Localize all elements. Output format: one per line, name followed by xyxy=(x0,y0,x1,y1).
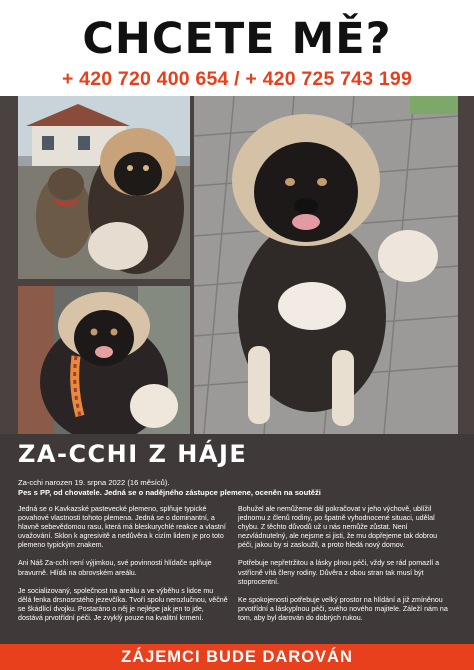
birth-info: Za-cchi narozen 19. srpna 2022 (16 měsíců). xyxy=(18,478,170,487)
paragraph: Potřebuje nepřetržitou a lásky plnou péči, vždy se rád pomazlí a vstřícně vítá členy rodiny. Důvěra z obou stran tak musí být stoprocentní. xyxy=(238,559,440,586)
dog-name-title: ZA-CCHI Z HÁJE xyxy=(18,440,248,468)
adoption-banner: ZÁJEMCI BUDE DAROVÁN xyxy=(0,644,474,670)
paragraph: Ani Náš Za-cchi není výjimkou, své povinnosti hlídače splňuje bravurně. Hlídá na obrovském areálu. xyxy=(18,559,212,577)
dog-intro xyxy=(18,478,458,497)
pedigree-info: Pes s PP, od chovatele. Jedná se o nadějného zástupce plemene, oceněn na soutěži xyxy=(18,487,321,497)
paragraph: Jedná se o Kavkazské pastevecké plemeno, splňuje typické povahové vlastnosti tohoto plemena. Jedná se o dominantní, a hlavně sebevědomou rasu, která má bleskurychlé reakce a vlastní uvažování. Sklon k agresivitě a nedůvěra k cizím lidem je pro toto plemeno typickým znakem. xyxy=(18,505,226,550)
photo-dog-on-pavement xyxy=(194,96,458,434)
paragraph: Ke spokojenosti potřebuje velký prostor na hlídání a již zmíněnou prvotřídní a láskyplnou péči, svého nového majitele. Záleží nám na tom, aby byl darován do dobrých rukou. xyxy=(238,595,448,622)
text-column-left xyxy=(18,505,228,632)
phone-numbers[interactable]: + 420 720 400 654 / + 420 725 743 199 xyxy=(61,68,413,90)
photo-dog-with-dachshund xyxy=(18,96,190,279)
poster-headline: CHCETE MĚ? xyxy=(82,14,392,64)
paragraph: Je socializovaný, společnost na areálu a ve výběhu s lidce mu dělá fenka drsnosrstého jezevčíka. Tvoří spolu nerozlučnou, věčně se škádlící dvojku. Postaráno o něj je nejlépe jak jen to jde, dostává prvotřídní péči. Je zvyklý pouze na kvalitní krmení. xyxy=(18,586,228,622)
paragraph: Bohužel ale nemůžeme dál pokračovat v jeho výchově, ublížil jednomu z členů rodiny, po špatně vyhodnocené situaci, udělal chybu. Z těchto důvodů už u nás nemůže zůstat. Není nezvládnutelný, ale nejsme si jisti, že mu dopřejeme tak dobrou péči, jakou by si zasloužil, a proto hledá nový domov. xyxy=(238,505,438,550)
text-column-right xyxy=(238,505,448,632)
photo-dog-with-rope-toy xyxy=(18,286,190,434)
